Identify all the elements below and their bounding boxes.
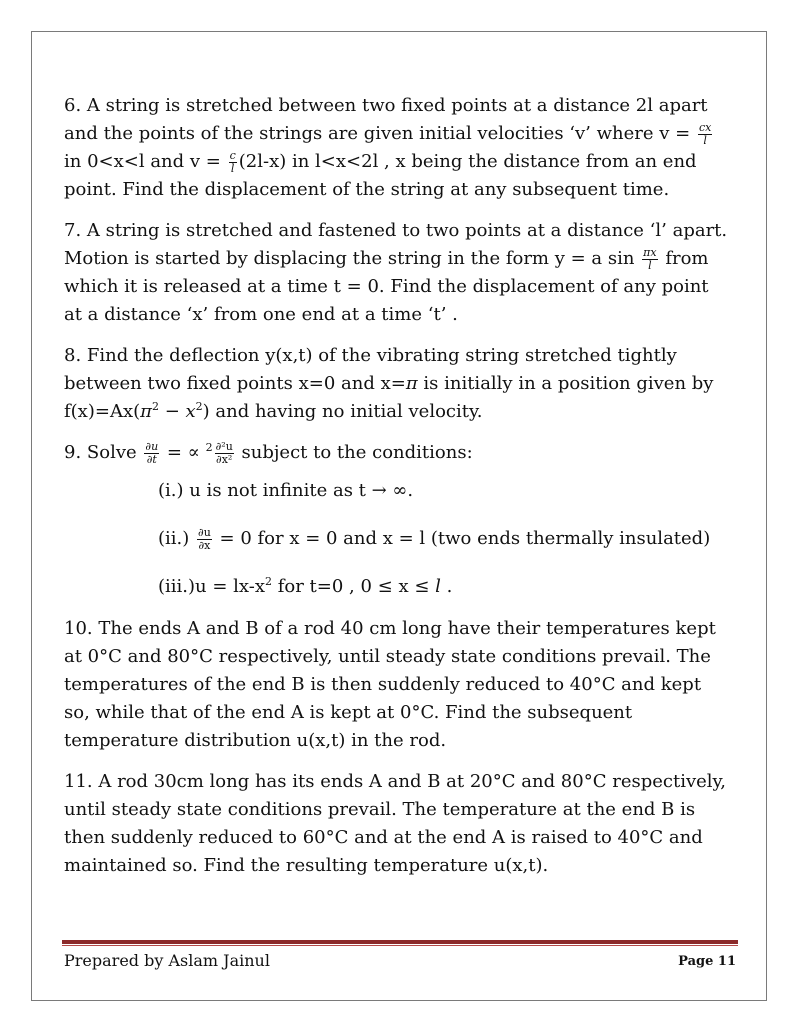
q9-fraction-du-dx: $\frac{\partial u}{\partial x}$	[198, 525, 211, 552]
q6-text-1: 6. A string is stretched between two fixed points at a distance 2l apart and the points of the strings are given initial velocities ‘v’ where v =	[64, 95, 708, 144]
q9-condition-3: $(iii.)u = lx-x^2$ for t=0 , 0 ≤ x ≤ l .	[158, 575, 453, 597]
document-body	[64, 92, 732, 893]
q9-conditions	[64, 477, 732, 601]
q8-expr-x: x	[185, 401, 196, 422]
footer-author: Prepared by Aslam Jainul	[64, 951, 270, 970]
question-6	[64, 92, 732, 204]
q7-fraction-pix-over-l: $\frac{\pi x}{l}$	[643, 245, 657, 272]
q6-fraction-cx-over-l: $\frac{cx}{l}$	[698, 120, 712, 147]
question-11: 11. A rod 30cm long has its ends A and B at 20°C and 80°C respectively, until steady state conditions prevail. The temperature at the end B is then suddenly reduced to 60°C and at the end A is raised to 40°C and maintained so. Find the resulting temperature u(x,t).	[64, 771, 727, 876]
q7-text-1: 7. A string is stretched and fastened to two points at a distance ‘l’ apart. Motion is started by displacing the string in the form y = a sin	[64, 220, 728, 269]
question-8	[64, 342, 732, 426]
q9-alpha-square: 2	[205, 441, 213, 454]
question-7	[64, 217, 732, 329]
q8-text-1: 8. Find the deflection y(x,t) of the vibrating string stretched tightly between two fixed points x=0 and x=	[64, 345, 677, 394]
q8-expr-pi: π	[140, 401, 152, 422]
q9-condition-1: (i.) u is not infinite as t → ∞.	[158, 480, 414, 501]
q8-exponent-1: 2	[151, 400, 159, 413]
q9-fraction-d2u-dx2: $\frac{\text{∂²u}}{\text{∂x²}}$	[215, 439, 233, 466]
footer-page-number: Page 11	[678, 954, 736, 969]
q6-fraction-c-over-l: $\frac{c}{l}$	[229, 148, 236, 175]
q8-exponent-2: 2	[195, 400, 203, 413]
q8-pi: π	[405, 373, 418, 394]
footer-rule	[62, 940, 738, 944]
footer-rule-thin	[62, 945, 738, 946]
q9-text-2: subject to the conditions:	[235, 442, 473, 463]
q9-condition-2: (ii.) $\frac{\partial u}{\partial x}$ = 0 for x = 0 and x = l (two ends thermally insulated)	[158, 525, 711, 552]
q8-text-2: is initially in a position given by f(x)=Ax(	[64, 373, 714, 422]
q7-text-2: from which it is released at a time t = 0. Find the displacement of any point at a distance ‘x’ from one end at a time ‘t’ .	[64, 248, 709, 325]
question-10: 10. The ends A and B of a rod 40 cm long have their temperatures kept at 0°C and 80°C respectively, until steady state conditions prevail. The temperatures of the end B is then suddenly reduced to 40°C and kept so, while that of the end A is kept at 0°C. Find the subsequent temperature distribution u(x,t) in the rod.	[64, 618, 716, 751]
q9-text-1: 9. Solve	[64, 442, 143, 463]
q6-text-2: in 0<x<l and v =	[64, 151, 227, 172]
q8-minus: −	[158, 401, 186, 422]
question-9	[64, 439, 732, 601]
q9-statement	[64, 439, 732, 467]
q9-equals-alpha: = ∝	[161, 442, 206, 463]
q8-text-3: ) and having no initial velocity.	[202, 401, 483, 422]
q9-fraction-du-dt: $\frac{\partial u}{\partial t}$	[145, 439, 159, 466]
q6-text-3: (2l-x) in l<x<2l , x being the distance from an end point. Find the displacement of the string at any subsequent time.	[64, 151, 697, 200]
